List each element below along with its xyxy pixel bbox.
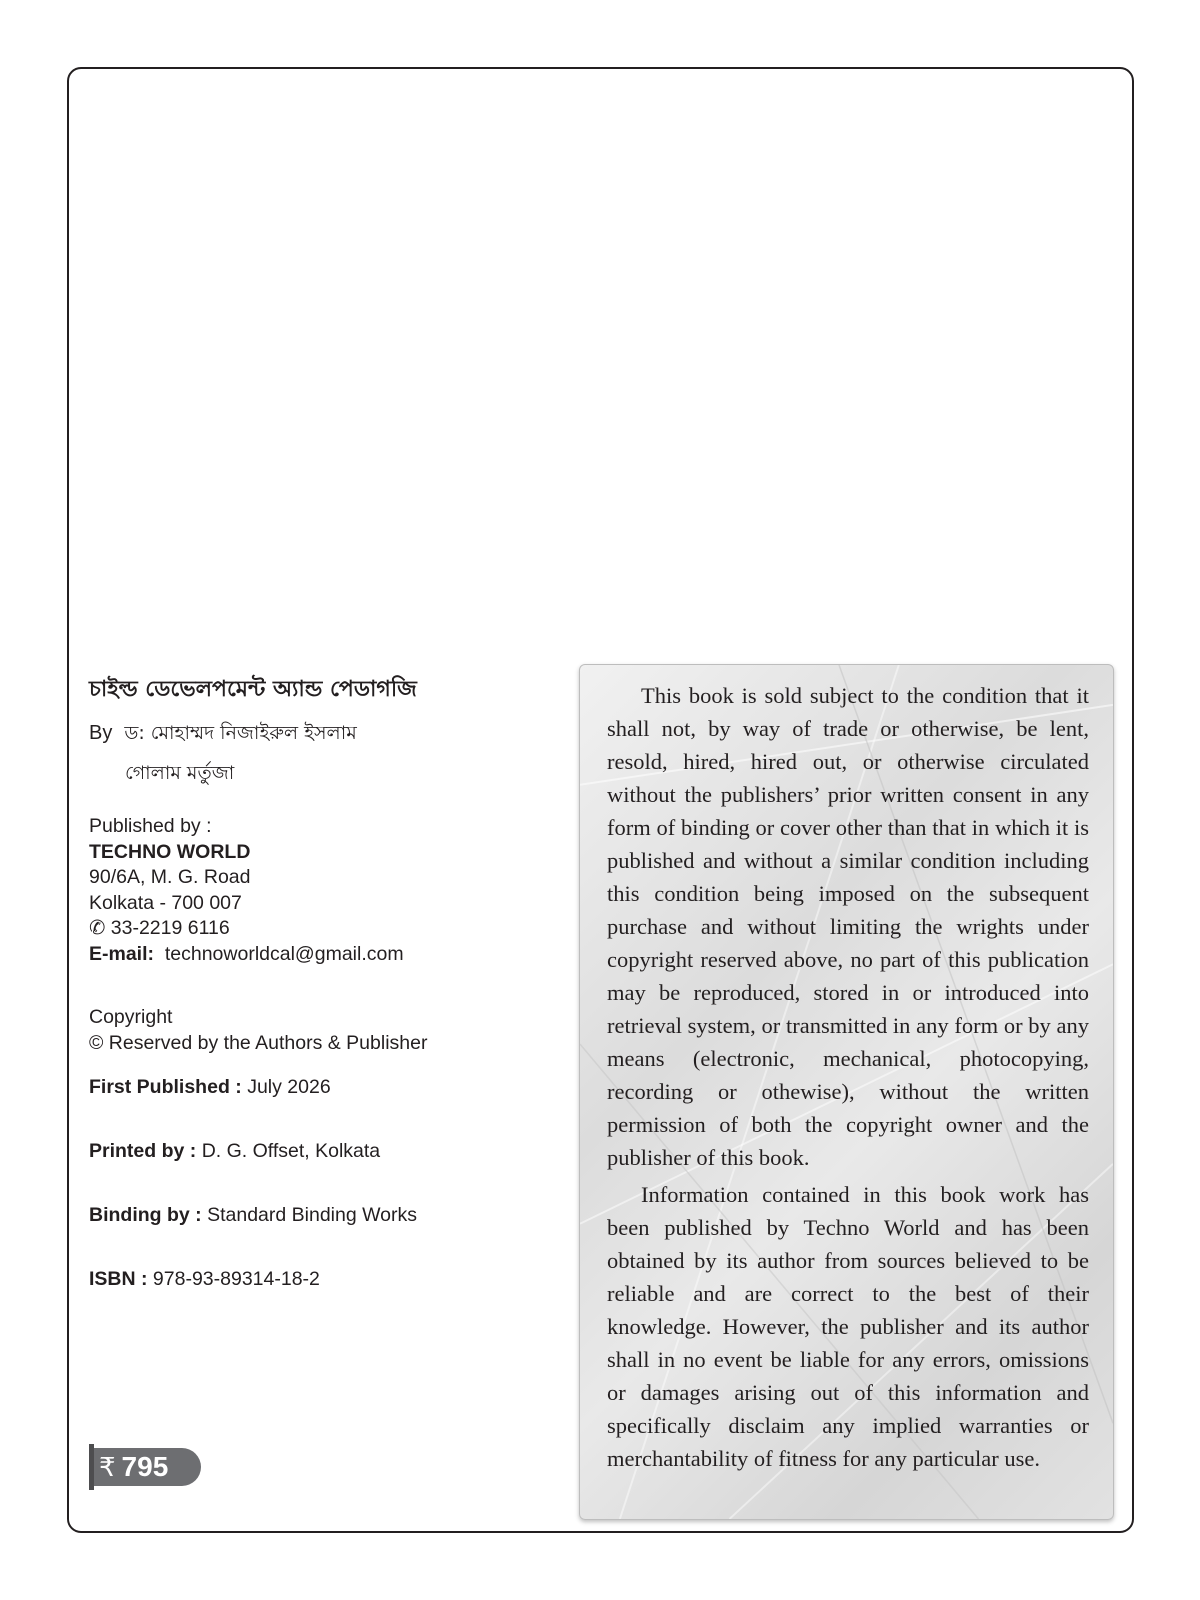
copyright-label: Copyright — [89, 1006, 173, 1028]
copyright-notice-box — [579, 664, 1114, 1520]
phone-icon: ✆ — [89, 917, 106, 939]
by-label: By — [89, 722, 113, 744]
author-line — [89, 719, 549, 751]
price-tag — [89, 1448, 201, 1486]
notice-paragraph-2: Information contained in this book work has been published by Techno World and has been obtained by its author from sources believed to be reliable and are correct to the best of their knowledge. However, the publisher and its author shall in no event be liable for any errors, omissions or damages arising out of this information and specifically disclaim any implied warranties or merchantability of fitness for any particular use. — [607, 1182, 1089, 1471]
publisher-block — [89, 814, 404, 967]
publisher-phone: 33-2219 6116 — [110, 917, 230, 939]
isbn-value: 978-93-89314-18-2 — [152, 1268, 320, 1290]
binding-by-row — [89, 1204, 417, 1227]
rupee-icon: ₹ — [99, 1452, 116, 1482]
email-label: E-mail: — [89, 942, 155, 965]
book-title: চাইল্ড ডেভেলপমেন্ট অ্যান্ড পেডাগজি — [89, 677, 417, 702]
publisher-name: TECHNO WORLD — [89, 840, 251, 863]
first-published-row — [89, 1076, 331, 1099]
binding-by-value: Standard Binding Works — [207, 1204, 417, 1226]
binding-by-label: Binding by : — [89, 1204, 202, 1226]
printed-by-row — [89, 1140, 380, 1163]
published-by-label: Published by : — [89, 815, 212, 837]
author-secondary: গোলাম মর্তুজা — [125, 762, 235, 784]
publisher-address-line1: 90/6A, M. G. Road — [89, 866, 251, 888]
notice-text — [580, 665, 1113, 1475]
price-value: 795 — [121, 1451, 169, 1482]
book-info — [89, 672, 549, 791]
isbn-label: ISBN : — [89, 1268, 148, 1290]
printed-by-value: D. G. Offset, Kolkata — [201, 1140, 381, 1162]
publisher-address-line2: Kolkata - 700 007 — [89, 891, 242, 914]
publisher-phone-row — [89, 916, 404, 942]
copyright-block — [89, 1005, 427, 1056]
first-published-label: First Published : — [89, 1076, 242, 1098]
publisher-email: technoworldcal@gmail.com — [164, 942, 404, 965]
copyright-text: © Reserved by the Authors & Publisher — [89, 1031, 428, 1054]
notice-paragraph-1: This book is sold subject to the condition that it shall not, by way of trade or otherwise, be lent, resold, hired, hired out, or otherwise circulated without the publishers’ prior written consent in any form of binding or cover other than that in which it is published and without a similar condition including this condition being imposed on the subsequent purchase and without limiting the wrights under copyright reserved above, no part of this publication may be reproduced, stored in or introduced into retrieval system, or transmitted in any form or by any means (electronic, mechanical, photocopying, recording or othewise), without the written permission of both the copyright owner and the publisher of this book. — [607, 683, 1089, 1170]
printed-by-label: Printed by : — [89, 1140, 197, 1162]
publisher-email-row — [89, 942, 404, 968]
isbn-row — [89, 1268, 320, 1291]
author-primary: ড: মোহাম্মদ নিজাইরুল ইসলাম — [124, 722, 357, 744]
first-published-value: July 2026 — [247, 1076, 331, 1098]
